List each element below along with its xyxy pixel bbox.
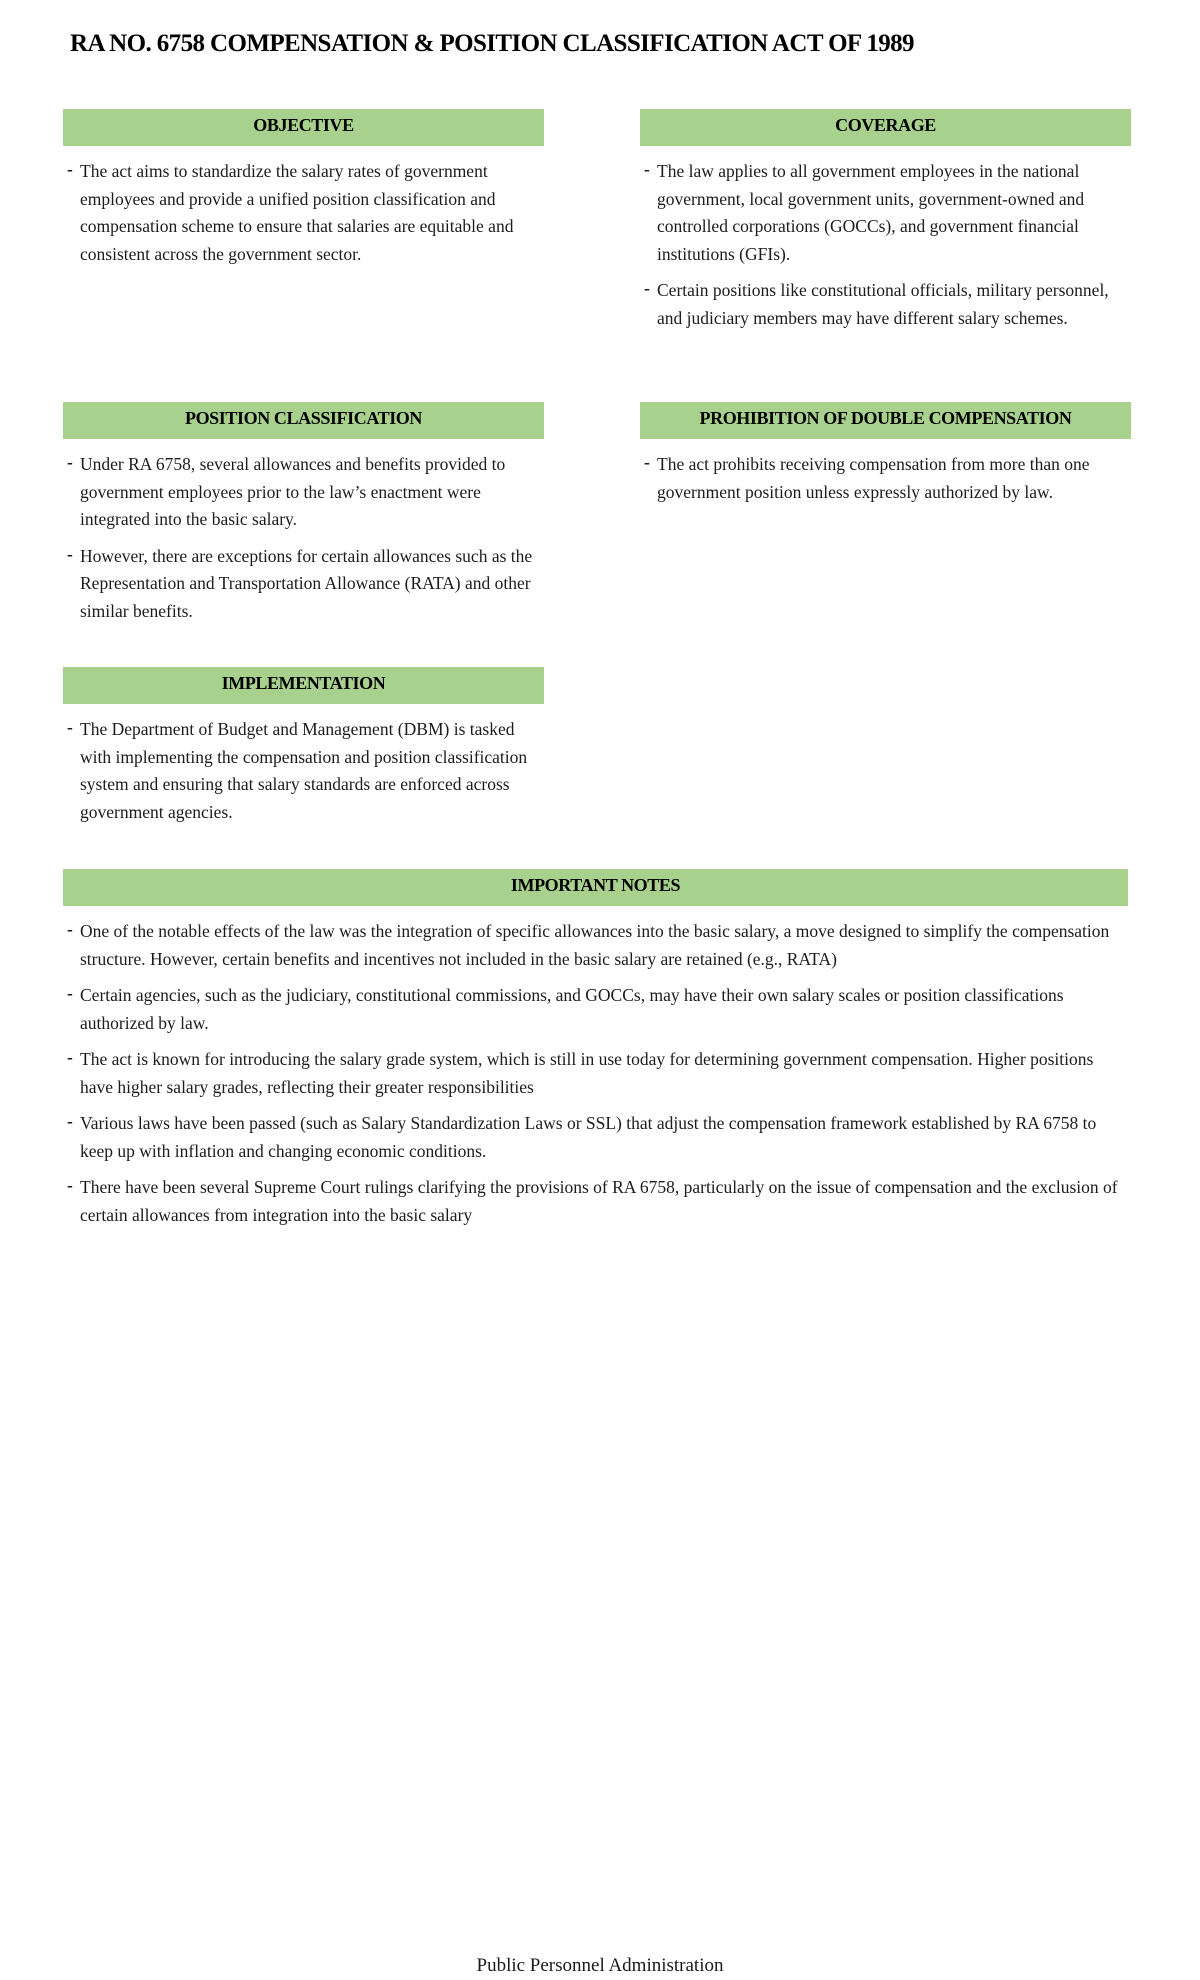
page-title: RA NO. 6758 COMPENSATION & POSITION CLASSIFICATION ACT OF 1989 (70, 30, 914, 57)
section-implementation (63, 667, 544, 835)
bullet-item: - Certain agencies, such as the judiciary, constitutional commissions, and GOCCs, may have their own salary scales or position classifications authorized by law. (63, 982, 1128, 1037)
bullet-item: - The act is known for introducing the salary grade system, which is still in use today for determining government compensation. Higher positions have higher salary grades, reflecting their greater responsibilities (63, 1046, 1128, 1101)
page-footer: Public Personnel Administration (476, 1955, 724, 1976)
bullet-item: - There have been several Supreme Court rulings clarifying the provisions of RA 6758, particularly on the issue of compensation and the exclusion of certain allowances from integration into the basic salary (63, 1174, 1128, 1229)
bullet-item: - The act aims to standardize the salary rates of government employees and provide a unified position classification and compensation scheme to ensure that salaries are equitable and consistent across the government sector. (63, 158, 544, 268)
section-heading: POSITION CLASSIFICATION (63, 402, 544, 439)
section-heading: PROHIBITION OF DOUBLE COMPENSATION (640, 402, 1131, 439)
bullet-item: - However, there are exceptions for certain allowances such as the Representation and Transportation Allowance (RATA) and other similar benefits. (63, 543, 544, 626)
bullet-item: - The law applies to all government employees in the national government, local government units, government-owned and controlled corporations (GOCCs), and government financial institutions (GFIs). (640, 158, 1131, 268)
section-heading: IMPORTANT NOTES (63, 869, 1128, 906)
section-coverage (640, 109, 1131, 341)
bullet-list (63, 146, 544, 268)
bullet-list (63, 906, 1128, 1229)
section-prohibition (640, 402, 1131, 515)
bullet-item: - The act prohibits receiving compensation from more than one government position unless expressly authorized by law. (640, 451, 1131, 506)
bullet-list (63, 439, 544, 625)
bullet-item: - One of the notable effects of the law was the integration of specific allowances into the basic salary, a move designed to simplify the compensation structure. However, certain benefits and incentives not included in the basic salary are retained (e.g., RATA) (63, 918, 1128, 973)
section-objective (63, 109, 544, 277)
bullet-list (640, 146, 1131, 332)
bullet-item: - Certain positions like constitutional officials, military personnel, and judiciary members may have different salary schemes. (640, 277, 1131, 332)
section-heading: COVERAGE (640, 109, 1131, 146)
bullet-item: - The Department of Budget and Management (DBM) is tasked with implementing the compensation and position classification system and ensuring that salary standards are enforced across government agencies. (63, 716, 544, 826)
bullet-list (640, 439, 1131, 506)
bullet-list (63, 704, 544, 826)
bullet-item: - Various laws have been passed (such as Salary Standardization Laws or SSL) that adjust the compensation framework established by RA 6758 to keep up with inflation and changing economic conditions. (63, 1110, 1128, 1165)
section-important-notes (63, 869, 1128, 1238)
section-heading: IMPLEMENTATION (63, 667, 544, 704)
section-heading: OBJECTIVE (63, 109, 544, 146)
bullet-item: - Under RA 6758, several allowances and benefits provided to government employees prior to the law’s enactment were integrated into the basic salary. (63, 451, 544, 534)
section-position-classification (63, 402, 544, 634)
